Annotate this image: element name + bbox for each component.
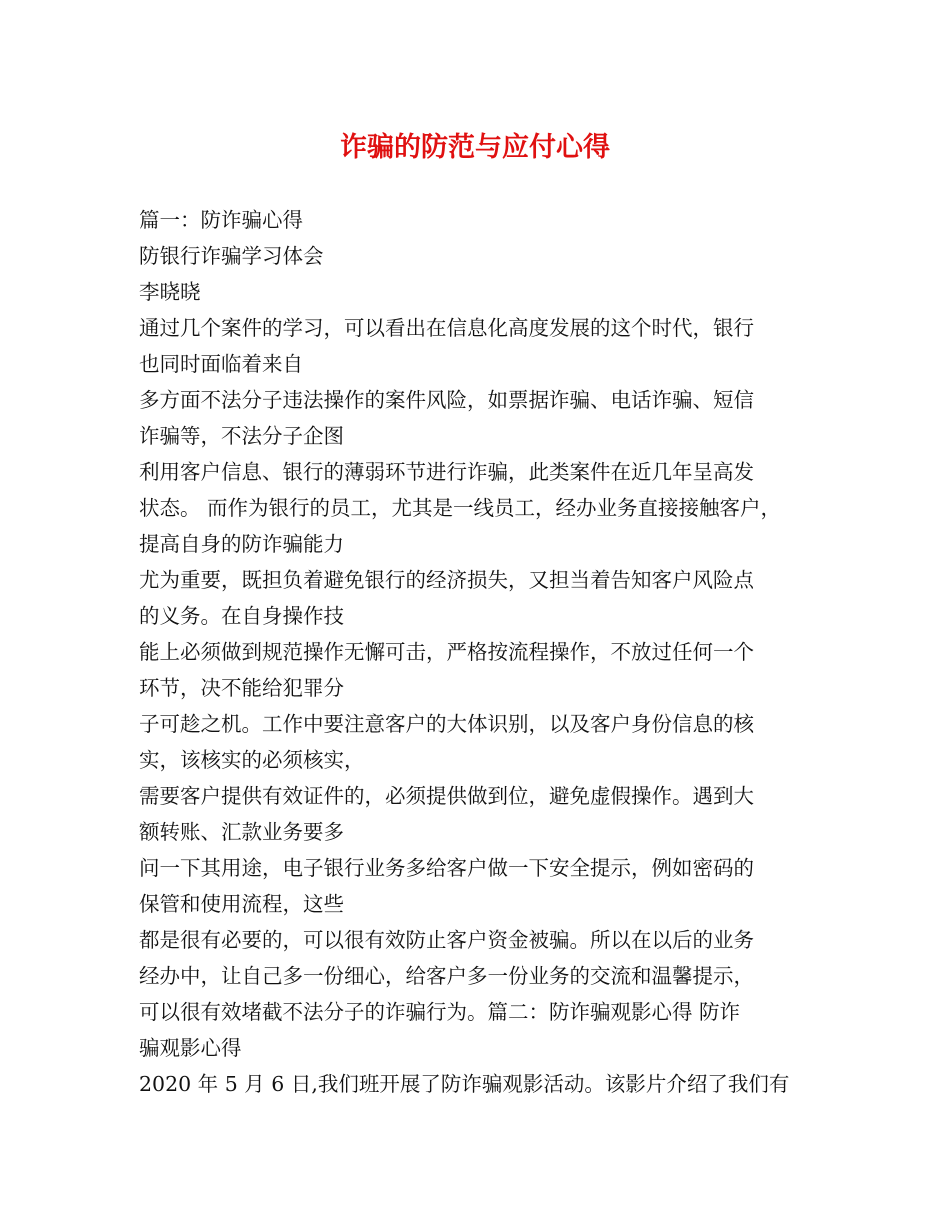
text-line: 都是很有必要的，可以很有效防止客户资金被骗。所以在以后的业务 [139, 928, 754, 952]
text-line: 防银行诈骗学习体会 [139, 244, 324, 268]
text-line: 尤为重要，既担负着避免银行的经济损失，又担当着告知客户风险点 [139, 568, 754, 592]
text-line: 可以很有效堵截不法分子的诈骗行为。篇二：防诈骗观影心得 防诈 [139, 1000, 741, 1024]
text-line: 的义务。在自身操作技 [139, 604, 344, 628]
text-line: 李晓晓 [139, 280, 201, 304]
text-line: 状态。 而作为银行的员工，尤其是一线员工，经办业务直接接触客户， [139, 496, 782, 520]
text-line: 额转账、汇款业务要多 [139, 820, 344, 844]
document-title: 诈骗的防范与应付心得 [340, 132, 610, 163]
text-line: 骗观影心得 [139, 1036, 242, 1060]
text-line: 诈骗等，不法分子企图 [139, 424, 344, 448]
text-line: 也同时面临着来自 [139, 352, 303, 376]
text-line: 实，该核实的必须核实， [139, 748, 365, 772]
text-line: 保管和使用流程，这些 [139, 892, 344, 916]
text-line: 问一下其用途，电子银行业务多给客户做一下安全提示，例如密码的 [139, 856, 754, 880]
text-line: 利用客户信息、银行的薄弱环节进行诈骗，此类案件在近几年呈高发 [139, 460, 754, 484]
text-line: 经办中，让自己多一份细心，给客户多一份业务的交流和温馨提示， [139, 964, 754, 988]
text-line: 能上必须做到规范操作无懈可击，严格按流程操作，不放过任何一个 [139, 640, 754, 664]
document-body [139, 202, 829, 1102]
text-line: 提高自身的防诈骗能力 [139, 532, 344, 556]
text-line: 子可趁之机。工作中要注意客户的大体识别，以及客户身份信息的核 [139, 712, 754, 736]
text-line: 2020 年 5 月 6 日,我们班开展了防诈骗观影活动。该影片介绍了我们有 [139, 1072, 790, 1096]
text-line: 通过几个案件的学习，可以看出在信息化高度发展的这个时代，银行 [139, 316, 754, 340]
text-line: 需要客户提供有效证件的，必须提供做到位，避免虚假操作。遇到大 [139, 784, 754, 808]
text-line: 篇一：防诈骗心得 [139, 208, 303, 232]
text-line: 环节，决不能给犯罪分 [139, 676, 344, 700]
text-line: 多方面不法分子违法操作的案件风险，如票据诈骗、电话诈骗、短信 [139, 388, 754, 412]
